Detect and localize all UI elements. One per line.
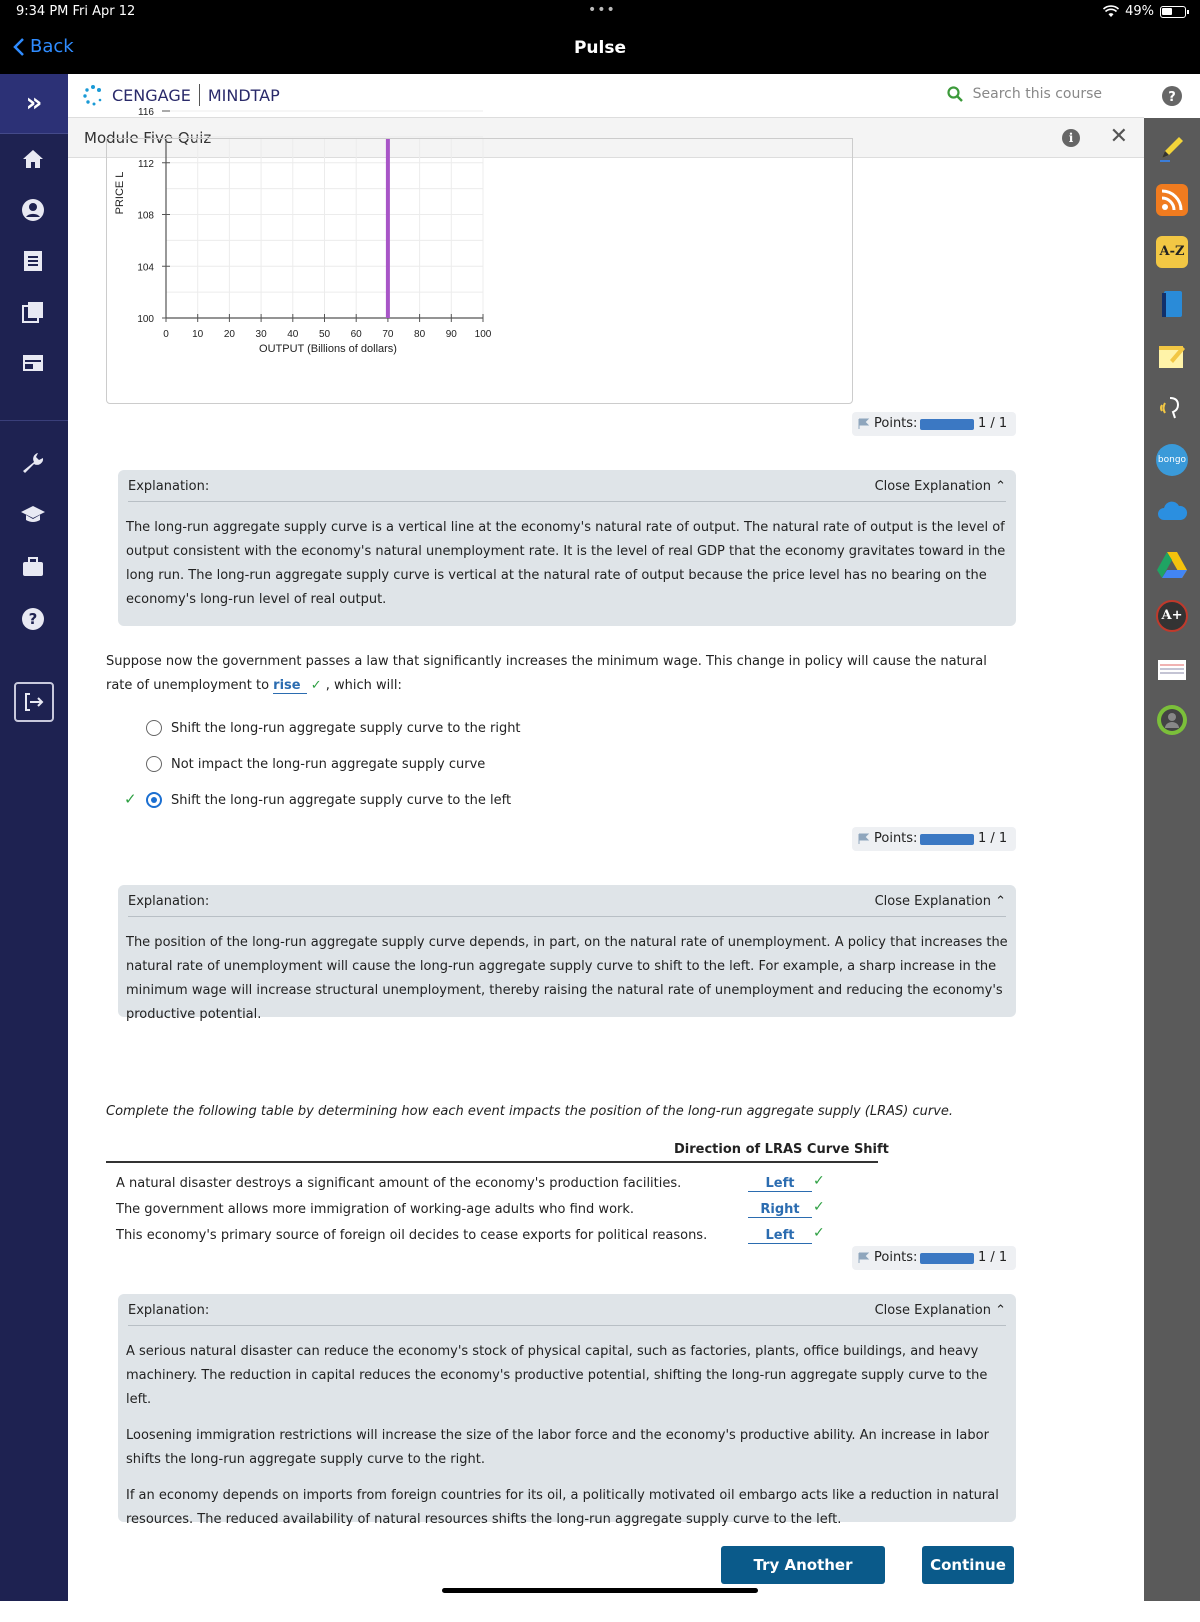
graduation-cap-icon[interactable] bbox=[20, 502, 46, 528]
nav-divider bbox=[0, 420, 68, 421]
explanation-header bbox=[128, 1294, 1006, 1326]
explanation-panel bbox=[118, 885, 1016, 1022]
help-icon[interactable] bbox=[20, 606, 46, 632]
dictionary-icon[interactable]: A-Z bbox=[1156, 236, 1188, 268]
flag-icon bbox=[858, 833, 870, 845]
status-time: 9:34 PM Fri Apr 12 bbox=[16, 4, 136, 19]
explanation-panel bbox=[118, 470, 1016, 626]
drive-icon[interactable] bbox=[1156, 548, 1188, 580]
table-instructions: Complete the following table by determining how each event impacts the position of the long-run aggregate supply (LRAS) curve. bbox=[106, 1104, 954, 1119]
activity-title: Module Five Quiz bbox=[84, 129, 212, 147]
flag-icon bbox=[858, 1252, 870, 1264]
x-tick-label: 70 bbox=[382, 329, 394, 340]
close-explanation-button[interactable] bbox=[875, 479, 1006, 494]
home-icon[interactable] bbox=[20, 146, 46, 172]
y-tick-label: 100 bbox=[137, 314, 154, 325]
explanation-header bbox=[128, 885, 1006, 917]
cengage-wordmark: CENGAGE bbox=[112, 85, 191, 105]
x-axis-label: OUTPUT (Billions of dollars) bbox=[259, 343, 397, 355]
points-score: 1 / 1 bbox=[978, 1250, 1008, 1265]
close-explanation-button[interactable] bbox=[875, 1303, 1006, 1318]
svg-text:?: ? bbox=[28, 610, 38, 628]
close-explanation-button[interactable] bbox=[875, 894, 1006, 909]
x-tick-label: 10 bbox=[192, 329, 204, 340]
multitask-dots[interactable]: ••• bbox=[588, 2, 616, 18]
bongo-icon[interactable]: bongo bbox=[1156, 444, 1188, 476]
points-indicator bbox=[852, 412, 1016, 436]
close-explanation-label: Close Explanation bbox=[874, 894, 991, 909]
y-tick-label: 116 bbox=[138, 107, 154, 118]
points-progress-bar bbox=[920, 834, 974, 845]
book-icon[interactable] bbox=[1156, 288, 1188, 320]
chevron-up-icon: ⌃ bbox=[995, 479, 1006, 494]
correct-check-icon: ✓ bbox=[813, 1225, 825, 1241]
briefcase-icon[interactable] bbox=[20, 554, 46, 580]
answer-dropdown[interactable]: rise bbox=[273, 678, 306, 694]
explanation-text bbox=[126, 1340, 1010, 1532]
flag-icon bbox=[858, 418, 870, 430]
table-row-event: The government allows more immigration of working-age adults who find work. bbox=[116, 1202, 635, 1217]
chevron-up-icon: ⌃ bbox=[995, 894, 1006, 909]
points-progress-bar bbox=[920, 419, 974, 430]
aplus-icon[interactable]: A+ bbox=[1156, 600, 1188, 632]
help-button[interactable] bbox=[1144, 74, 1200, 118]
cloud-icon[interactable] bbox=[1156, 496, 1188, 528]
mindtap-wordmark: MINDTAP bbox=[207, 85, 280, 105]
document-icon[interactable] bbox=[20, 248, 46, 274]
explanation-text: The position of the long-run aggregate supply curve depends, in part, on the natural rate of unemployment. A policy that increases the natural rate of unemployment will cause the long-run aggregate supply curve to shift to the left. For example, a sharp increase in the minimum wage will increase structural unemployment, thereby raising the natural rate of unemployment and reducing the economy's productive potential. bbox=[126, 935, 1008, 1022]
points-score: 1 / 1 bbox=[978, 831, 1008, 846]
correct-check-icon: ✓ bbox=[310, 678, 322, 693]
search-course[interactable] bbox=[947, 86, 1102, 102]
x-tick-label: 60 bbox=[350, 329, 362, 340]
question-part1: Suppose now the government passes a law that significantly increases the minimum wage. This change in policy will cause the natural rate of unemployment to bbox=[106, 654, 987, 693]
radio-button-selected[interactable] bbox=[146, 792, 162, 808]
table-header: Direction of LRAS Curve Shift bbox=[674, 1142, 889, 1157]
account-icon[interactable] bbox=[20, 197, 46, 223]
logo-separator bbox=[199, 84, 200, 106]
points-label: Points: bbox=[874, 416, 918, 431]
radio-option-label: Shift the long-run aggregate supply curve to the right bbox=[171, 720, 521, 736]
explanation-panel bbox=[118, 1294, 1016, 1527]
radio-option[interactable] bbox=[146, 720, 521, 736]
radio-option[interactable] bbox=[146, 756, 485, 772]
explanation-paragraph: A serious natural disaster can reduce the economy's stock of physical capital, such as factories, plants, office buildings, and heavy machinery. The reduction in capital reduces the economy's productive potential, shifting the long-run aggregate supply curve to the left. bbox=[126, 1344, 988, 1407]
rss-icon[interactable] bbox=[1156, 184, 1188, 216]
app-title: Pulse bbox=[573, 38, 627, 58]
back-label: Back bbox=[30, 36, 74, 57]
wrench-icon[interactable] bbox=[20, 450, 46, 476]
y-tick-label: 108 bbox=[137, 210, 154, 222]
points-indicator bbox=[852, 1246, 1016, 1270]
radio-button[interactable] bbox=[146, 756, 162, 772]
question-part2: , which will: bbox=[321, 678, 402, 693]
x-tick-label: 30 bbox=[255, 329, 267, 340]
table-row-event: This economy's primary source of foreign oil decides to cease exports for political reasons. bbox=[116, 1228, 708, 1243]
lras-answer-dropdown[interactable]: Left bbox=[748, 1228, 812, 1244]
explanation-text: The long-run aggregate supply curve is a vertical line at the economy's natural rate of output. The natural rate of output is the level of output consistent with the economy's natural unemployment rate. It is the level of real GDP that the economy gravitates toward in the long run. The long-run aggregate supply curve is vertical at the natural rate of output because the price level has no bearing on the economy's long-run level of real output. bbox=[126, 520, 1006, 607]
explanation-header bbox=[128, 470, 1006, 502]
x-tick-label: 50 bbox=[318, 329, 331, 340]
points-label: Points: bbox=[874, 1250, 918, 1265]
status-bar bbox=[0, 0, 1200, 24]
explanation-title: Explanation: bbox=[128, 479, 210, 494]
gradebook-icon[interactable] bbox=[20, 350, 46, 376]
points-indicator bbox=[852, 827, 1016, 851]
correct-check-icon: ✓ bbox=[124, 790, 137, 808]
close-icon[interactable]: ✕ bbox=[1109, 124, 1128, 149]
search-icon bbox=[947, 86, 963, 102]
x-tick-label: 40 bbox=[287, 329, 299, 340]
try-another-version-button[interactable]: Try Another Version bbox=[721, 1546, 885, 1584]
x-tick-label: 100 bbox=[474, 329, 492, 340]
app-nav-bar bbox=[0, 24, 1200, 74]
battery-icon bbox=[1160, 6, 1186, 18]
correct-check-icon: ✓ bbox=[813, 1199, 825, 1215]
close-explanation-label: Close Explanation bbox=[874, 1303, 991, 1318]
x-tick-label: 80 bbox=[414, 329, 426, 340]
exit-icon bbox=[16, 684, 52, 720]
chevron-up-icon: ⌃ bbox=[995, 1303, 1006, 1318]
explanation-title: Explanation: bbox=[128, 894, 210, 909]
explanation-title: Explanation: bbox=[128, 1303, 210, 1318]
info-icon[interactable]: i bbox=[1062, 129, 1080, 147]
close-explanation-label: Close Explanation bbox=[874, 479, 991, 494]
x-tick-label: 20 bbox=[223, 329, 235, 340]
help-circle-icon bbox=[1144, 74, 1200, 118]
wifi-icon bbox=[1103, 6, 1119, 18]
notes-icon[interactable] bbox=[1156, 340, 1188, 372]
readspeaker-icon[interactable] bbox=[1156, 392, 1188, 424]
radio-button[interactable] bbox=[146, 720, 162, 736]
question-text bbox=[106, 650, 1006, 698]
points-progress-bar bbox=[920, 1253, 974, 1264]
explanation-paragraph: If an economy depends on imports from foreign countries for its oil, a politically motivated oil embargo acts like a reduction in natural resources. The reduced availability of natural resources shifts the long-run aggregate supply curve to the left. bbox=[126, 1488, 999, 1527]
left-nav bbox=[0, 74, 68, 1601]
table-header-rule bbox=[106, 1161, 878, 1163]
y-tick-label: 104 bbox=[137, 262, 154, 274]
index-cards-icon[interactable] bbox=[1156, 652, 1188, 684]
y-tick-label: 112 bbox=[138, 158, 154, 170]
table-row-event: A natural disaster destroys a significant amount of the economy's production facilities. bbox=[116, 1176, 682, 1191]
expand-nav-button[interactable]: » bbox=[0, 74, 68, 134]
battery-percent: 49% bbox=[1125, 4, 1154, 19]
radio-option-label: Not impact the long-run aggregate supply curve bbox=[171, 756, 486, 772]
pencil-icon[interactable] bbox=[1156, 132, 1188, 164]
lras-answer-dropdown[interactable]: Right bbox=[748, 1202, 812, 1218]
y-axis-label: PRICE L bbox=[114, 171, 126, 215]
points-score: 1 / 1 bbox=[978, 416, 1008, 431]
avatar-icon[interactable] bbox=[1156, 704, 1188, 736]
svg-text:?: ? bbox=[1168, 90, 1176, 105]
explanation-paragraph: Loosening immigration restrictions will increase the size of the labor force and the economy's productive ability. An increase in labor shifts the long-run aggregate supply curve to the right. bbox=[126, 1428, 989, 1467]
app-dock bbox=[1144, 74, 1200, 1601]
lras-answer-dropdown[interactable]: Left bbox=[748, 1176, 812, 1192]
cengage-logo-icon bbox=[82, 84, 104, 106]
continue-button[interactable]: Continue bbox=[922, 1546, 1014, 1584]
radio-option-selected[interactable] bbox=[146, 792, 511, 808]
exit-course-button[interactable] bbox=[14, 682, 54, 722]
points-label: Points: bbox=[874, 831, 918, 846]
search-input[interactable]: Search this course bbox=[972, 86, 1102, 102]
x-tick-label: 90 bbox=[445, 329, 457, 340]
radio-option-label: Shift the long-run aggregate supply curve to the left bbox=[171, 792, 512, 808]
cengage-mindtap-logo[interactable] bbox=[82, 84, 280, 106]
library-icon[interactable] bbox=[20, 299, 46, 325]
home-indicator[interactable] bbox=[442, 1588, 758, 1593]
x-tick-label: 0 bbox=[163, 329, 169, 340]
correct-check-icon: ✓ bbox=[813, 1173, 825, 1189]
